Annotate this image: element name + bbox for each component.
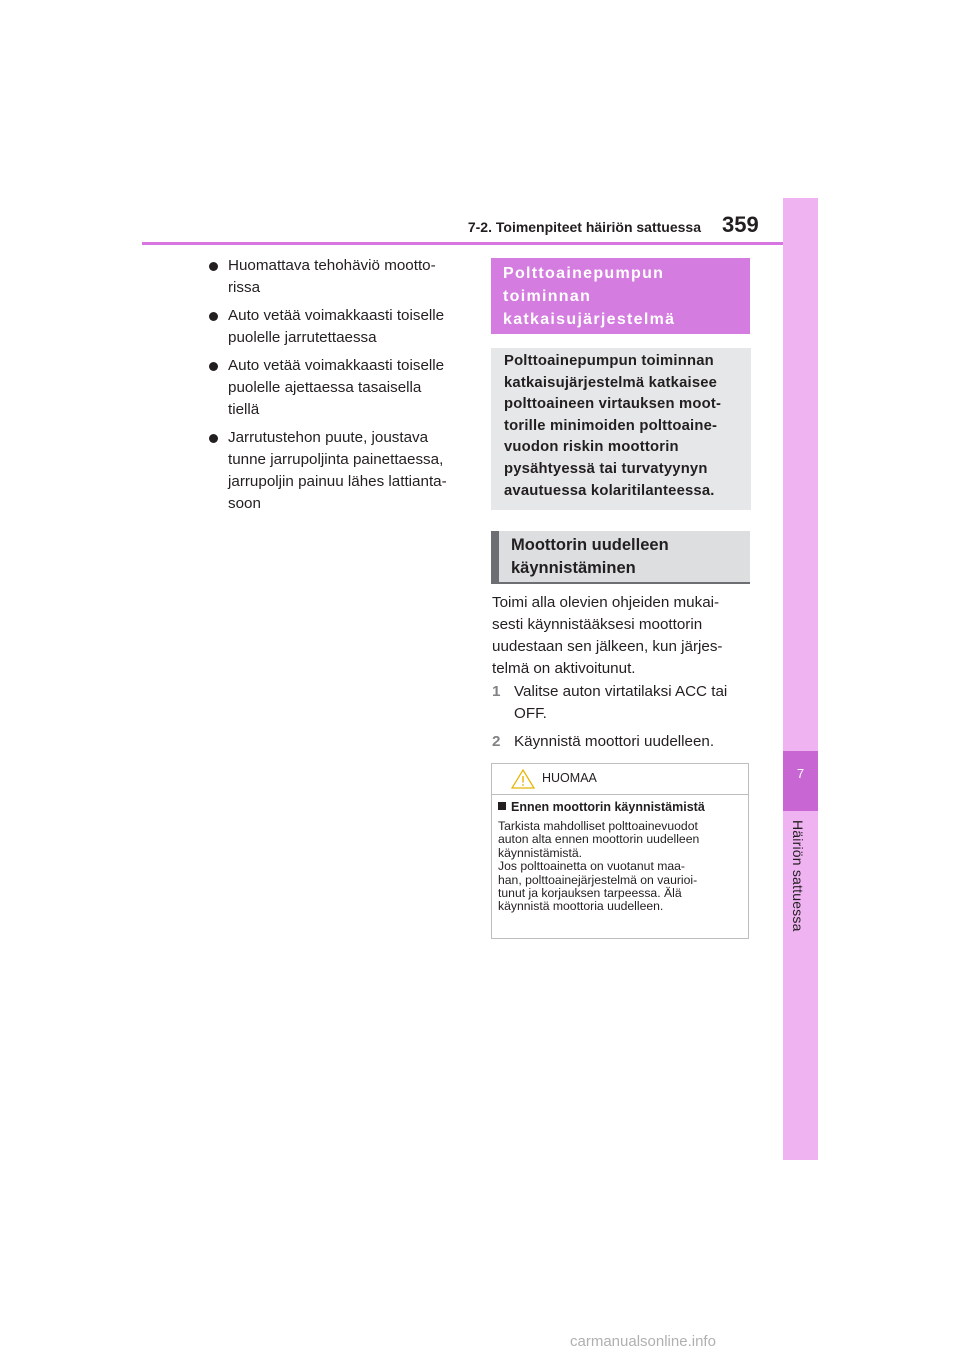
chapter-label: Häiriön sattuessa (790, 820, 806, 932)
list-item: Huomattava tehohäviö mootto- rissa (209, 255, 467, 299)
chapter-number-box (783, 751, 818, 811)
notice-box (491, 763, 749, 939)
warning-triangle-icon (511, 769, 535, 789)
step-text: Valitse auton virtatilaksi ACC tai OFF. (514, 683, 728, 722)
list-item: Auto vetää voimakkaasti toiselle puolelle jarrutettaessa (209, 305, 467, 349)
step-number: 1 (492, 683, 501, 700)
fuel-cutoff-description: Polttoainepumpun toiminnan katkaisujärjestelmä katkaisee polttoaineen virtauksen moot- torille minimoiden polttoaine- vuodon riskin moottorin pysähtyessä tai turvatyynyn avautuessa kolaritilanteessa. (504, 353, 722, 499)
page-number: 359 (722, 212, 759, 237)
bullet-icon (209, 434, 218, 443)
fuel-cutoff-heading: Polttoainepumpun toiminnan katkaisujärjestelmä (491, 258, 750, 334)
side-tab (783, 198, 818, 1160)
restart-heading: Moottorin uudelleen käynnistäminen (491, 531, 750, 584)
notice-body: Tarkista mahdolliset polttoainevuodot auton alta ennen moottorin uudelleen käynnistämistä. Jos polttoainetta on vuotanut maa- han, polttoainejärjestelmä on vaurioi- tunut ja korjauksen tarpeessa. Älä käynnistä moottoria uudelleen. (498, 819, 700, 914)
list-item: Jarrutustehon puute, joustava tunne jarrupoljinta painettaessa, jarrupoljin painuu lähes lattianta- soon (209, 427, 467, 515)
notice-header (492, 764, 748, 795)
step-item (492, 731, 754, 753)
section-title: 7-2. Toimenpiteet häiriön sattuessa (467, 219, 701, 235)
notice-subheading: Ennen moottorin käynnistämistä (498, 800, 705, 814)
step-item (492, 681, 754, 725)
chapter-number: 7 (796, 766, 805, 781)
header-rule (142, 242, 783, 245)
bullet-icon (209, 362, 218, 371)
square-bullet-icon (498, 802, 506, 810)
fuel-cutoff-description-box (491, 348, 751, 510)
bullet-icon (209, 262, 218, 271)
step-text: Käynnistä moottori uudelleen. (514, 733, 715, 750)
symptom-list (209, 255, 467, 521)
step-number: 2 (492, 733, 501, 750)
bullet-icon (209, 312, 218, 321)
notice-label: HUOMAA (542, 771, 597, 785)
watermark: carmanualsonline.info (570, 1333, 716, 1350)
restart-intro: Toimi alla olevien ohjeiden mukai- sesti käynnistääksesi moottorin uudestaan sen jälkeen, kun järjes- telmä on aktivoitunut. (492, 594, 723, 677)
list-item: Auto vetää voimakkaasti toiselle puolelle ajettaessa tasaisella tiellä (209, 355, 467, 421)
